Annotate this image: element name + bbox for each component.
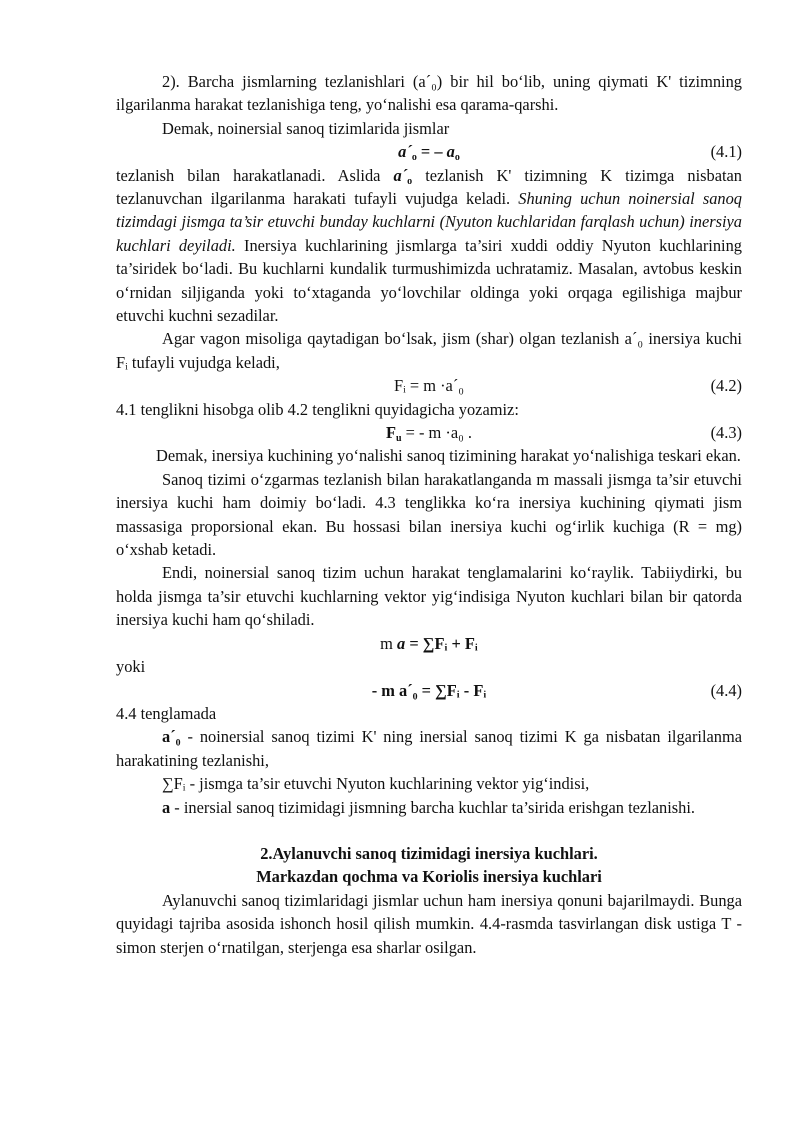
section-subheading: Markazdan qochma va Koriolis inersiya kuchlari <box>256 867 602 887</box>
paragraph-3: tezlanish bilan harakatlanadi. Aslida $a´_o$ tezlanish K' tizimning K tizimga nisbatan tezlanuvchan ilgarilanma harakati tufayli vujudga keladi. Shuning uchun noinersial sanoq tizimdagi jismga ta’sir etuvchi bunday kuchlarni (Nyuton kuchlaridan farqlash uchun) inersiya kuchlari deyiladi. Inersiya kuchlarining jismlarga ta’siri xuddi oddiy Nyuton kuchlarining ta’siridek bo‘ladi. Bu kuchlarni kundalik turmushimizda uchratamiz. Masalan, avtobus keskin o‘rnidan siljiganda yoki to‘xtaganda yoʻlovchilar oldinga yoki orqaga egilishiga majbur etuvchi kuchni sezadilar. <box>116 165 743 326</box>
paragraph-9: 4.4 tenglamada <box>116 703 217 723</box>
definition-sum-forces: ∑Fᵢ - jismga ta’sir etuvchi Nyuton kuchlarining vektor yig‘indisi, <box>162 774 590 794</box>
paragraph-2: Demak, noinersial sanoq tizimlarida jismlar <box>162 118 450 138</box>
equation-motion <box>116 632 742 655</box>
paragraph-8: Endi, noinersial sanoq tizim uchun harakat tenglamalarini ko‘raylik. Tabiiydirki, bu holda jismga ta’sir etuvchi kuchlarning vektor yig‘indisiga Nyuton kuchlari bilan bir qatorda inersiya kuchi ham qo‘shiladi. <box>116 563 742 630</box>
equation-4-3-number: (4.3) <box>710 423 742 443</box>
equation-4-3-body: $F_u$ = - m ·a₀ . <box>385 423 473 445</box>
paragraph-5: 4.1 tenglikni hisobga olib 4.2 tenglikni quyidagicha yozamiz: <box>116 399 519 419</box>
equation-4-2-number: (4.2) <box>710 376 742 396</box>
equation-4-4-number: (4.4) <box>710 680 742 700</box>
paragraph-6: Demak, inersiya kuchining yo‘nalishi sanoq tizimining harakat yo‘nalishiga teskari ekan. <box>156 446 741 466</box>
equation-4-2-body: Fᵢ = m ·a´₀ <box>394 376 464 396</box>
equation-4-1-number: (4.1) <box>710 142 742 162</box>
definition-a-prime: a´₀ - noinersial sanoq tizimi K' ning inersial sanoq tizimi K ga nisbatan ilgarilanma harakatining tezlanishi, <box>116 727 742 770</box>
document-page <box>116 70 742 959</box>
equation-4-4-body: - m a´₀ = ∑Fᵢ - Fᵢ <box>371 680 487 700</box>
section-heading: 2.Aylanuvchi sanoq tizimidagi inersiya kuchlari. <box>260 843 598 863</box>
equation-4-2 <box>116 374 742 397</box>
equation-4-1 <box>116 140 742 163</box>
definition-a: a - inersial sanoq tizimidagi jismning barcha kuchlar ta’sirida erishgan tezlanishi. <box>162 797 696 817</box>
inertia-definition: Shuning uchun noinersial sanoq tizimdagi jismga ta’sir etuvchi bunday kuchlarni (Nyuton kuchlaridan farqlash uchun) inersiya kuchlari deyiladi. <box>116 189 743 255</box>
paragraph-7: Sanoq tizimi o‘zgarmas tezlanish bilan harakatlanganda m massali jismga ta’sir etuvchi inersiya kuchi ham doimiy bo‘ladi. 4.3 tenglikka ko‘ra inersiya kuchining qiymati jism massasiga proporsional ekan. Bu hossasi bilan inersiya kuchi og‘irlik kuchiga (R = mg) o‘xshab ketadi. <box>116 469 742 560</box>
equation-motion-body: m a = ∑Fᵢ + Fᵢ <box>380 633 478 653</box>
paragraph-1: 2). Barcha jismlarning tezlanishlari (a´₀) bir hil bo‘lib, uning qiymati K' tizimning ilgarilanma harakat tezlanishiga teng, yo‘nalishi esa qarama-qarshi. <box>116 72 742 115</box>
equation-4-4 <box>116 679 742 702</box>
word-yoki: yoki <box>116 657 146 677</box>
paragraph-4: Agar vagon misoliga qaytadigan bo‘lsak, jism (shar) olgan tezlanish a´₀ inersiya kuchi Fᵢ tufayli vujudga keladi, <box>116 329 742 372</box>
paragraph-10: Aylanuvchi sanoq tizimlaridagi jismlar uchun ham inersiya qonuni bajarilmaydi. Bunga quyidagi tajriba asosida ishonch hosil qilish mumkin. 4.4-rasmda tasvirlangan disk ustiga T - simon sterjen o‘rnatilgan, sterjenga esa sharlar osilgan. <box>116 890 742 957</box>
equation-4-1-body: $a´_o$ = – $a_o$ <box>398 142 460 164</box>
equation-4-3 <box>116 421 742 444</box>
